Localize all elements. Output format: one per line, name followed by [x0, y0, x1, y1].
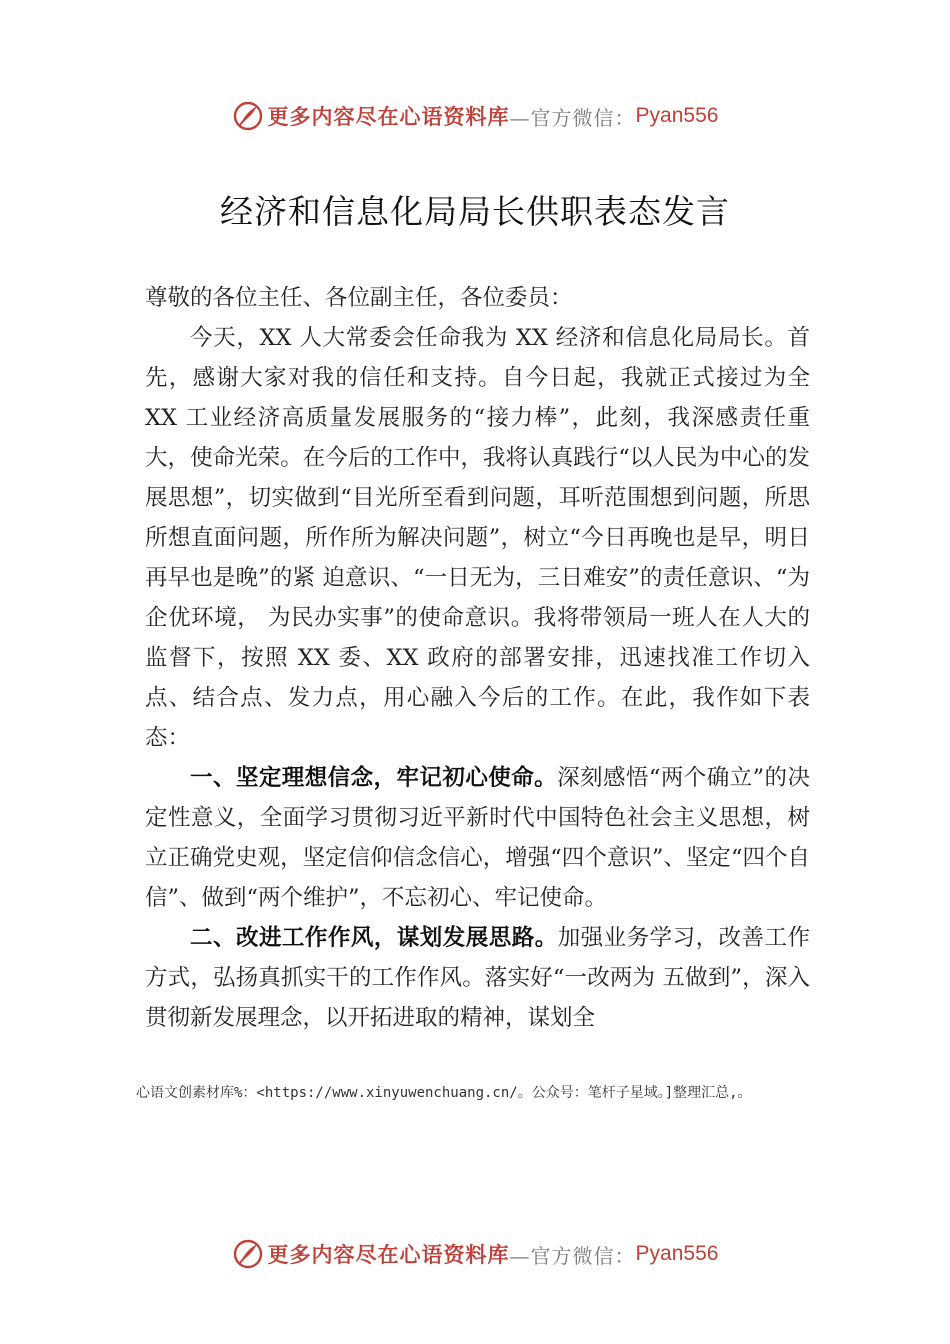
banner-brand-text: 更多内容尽在心语资料库 [267, 105, 510, 129]
document-body [145, 278, 810, 1038]
paragraph-point-2 [145, 918, 810, 1038]
banner-wechat-label: —官方微信： [509, 1243, 636, 1268]
banner-wechat-label: —官方微信： [509, 105, 636, 130]
point-1-text: 深刻感悟“两个确立”的决定性意义，全面学习贯彻习近平新时代中国特色社会主义思想，树立正确党史观，坚定信仰信念信心，增强“四个意识”、坚定“四个自信”、做到“两个维护”，不忘初心、牢记使命。 [145, 765, 810, 911]
point-2-text: 加强业务学习，改善工作方式，弘扬真抓实干的工作作风。落实好“一改两为 五做到”，深入贯彻新发展理念，以开拓进取的精神，谋划全 [145, 925, 810, 1031]
header-banner [0, 96, 950, 136]
feather-seal-icon [232, 1238, 264, 1270]
paragraph-intro: 今天，XX 人大常委会任命我为 XX 经济和信息化局局长。首先，感谢大家对我的信任和支持。自今日起，我就正式接过为全 XX 工业经济高质量发展服务的“接力棒”，此刻，我深感责任重大，使命光荣。在今后的工作中，我将认真践行“以人民为中心的发展思想”，切实做到“目光所至看到问题，耳听范围想到问题，所思所想直面问题，所作所为解决问题”，树立“今日再晚也是早，明日再早也是晚”的紧 迫意识、“一日无为，三日难安”的责任意识、“为企优环境， 为民办实事”的使命意识。我将带领局一班人在人大的监督下，按照 XX 委、XX 政府的部署安排，迅速找准工作切入点、结合点、发力点，用心融入今后的工作。在此，我作如下表态： [145, 325, 810, 751]
footer-banner [0, 1234, 950, 1274]
point-2-heading: 二、改进工作作风，谋划发展思路。 [190, 925, 558, 951]
banner-brand-text: 更多内容尽在心语资料库 [267, 1243, 510, 1267]
document-title: 经济和信息化局局长供职表态发言 [220, 192, 730, 231]
paragraph-point-1 [145, 758, 810, 918]
salutation: 尊敬的各位主任、各位副主任，各位委员： [145, 285, 573, 311]
banner-wechat-id: Pyan556 [635, 1242, 719, 1265]
feather-seal-icon [232, 100, 264, 132]
banner-wechat-id: Pyan556 [635, 104, 719, 127]
point-1-heading: 一、坚定理想信念，牢记初心使命。 [190, 765, 558, 791]
source-footnote: 心语文创素材库%：<https://www.xinyuwenchuang.cn/。公众号：笔杆子星域。]整理汇总,。 [136, 1085, 752, 1101]
